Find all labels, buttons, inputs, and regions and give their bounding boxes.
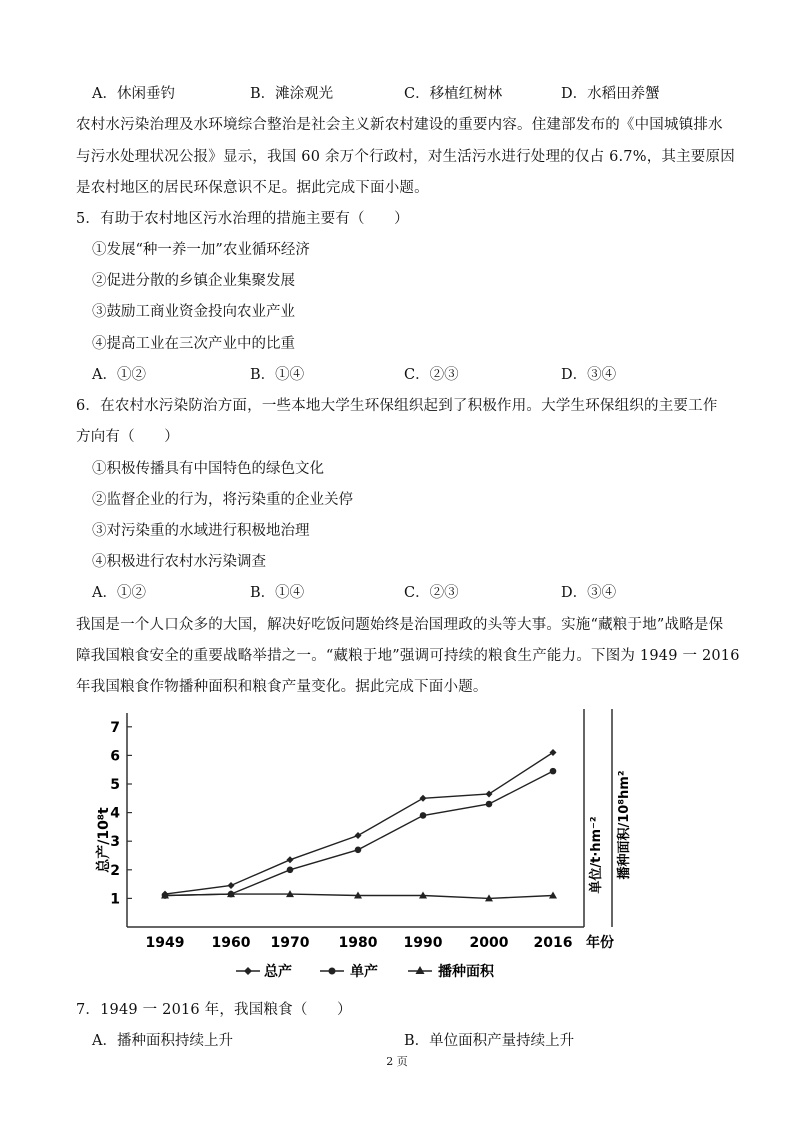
x-tick-label: 1949 <box>145 935 185 951</box>
passage1-line-2: 与污水处理状况公报》显示，我国 60 余万个行政村，对生活污水进行处理的仅占 6.7%，其主要原因 <box>76 149 735 165</box>
data-point-total <box>355 832 362 839</box>
y-tick-label: 7 <box>110 719 120 736</box>
page-number: 2 页 <box>386 1055 408 1068</box>
legend-marker-area <box>416 966 425 974</box>
q5-option-c: C．②③ <box>404 367 459 383</box>
q4-option-c: C．移植红树林 <box>404 86 503 102</box>
x-tick-label: 2016 <box>533 935 573 951</box>
y-tick-label: 1 <box>110 891 120 908</box>
legend-label-yield: 单产 <box>350 964 378 980</box>
passage1-line-1: 农村水污染治理及水环境综合整治是社会主义新农村建设的重要内容。住建部发布的《中国城镇排水 <box>76 117 723 133</box>
data-point-yield <box>486 801 493 808</box>
q6-option-a: A．①② <box>92 585 146 601</box>
q5-option-d: D．③④ <box>561 367 617 383</box>
series-line-diamond <box>165 753 553 895</box>
x-axis-unit-label: 年份 <box>586 935 614 951</box>
x-tick-label: 1970 <box>270 935 310 951</box>
data-point-total <box>420 795 427 802</box>
q4-option-b: B．滩涂观光 <box>250 86 334 102</box>
q6-item-3: ③对污染重的水域进行积极地治理 <box>92 523 310 539</box>
q6-option-d: D．③④ <box>561 585 617 601</box>
q5-option-b: B．①④ <box>250 367 305 383</box>
q6-item-4: ④积极进行农村水污染调查 <box>92 554 266 570</box>
data-point-yield <box>287 867 294 874</box>
q4-option-a: A．休闲垂钓 <box>92 86 175 102</box>
q5-option-a: A．①② <box>92 367 146 383</box>
x-tick-label: 2000 <box>469 935 509 951</box>
q6-item-2: ②监督企业的行为，将污染重的企业关停 <box>92 492 353 508</box>
q7-option-a: A．播种面积持续上升 <box>92 1033 233 1049</box>
data-point-yield <box>420 812 427 819</box>
y-tick-label: 4 <box>110 805 120 822</box>
y-axis-label-left: 总产/10⁸t <box>96 807 112 873</box>
x-tick-label: 1980 <box>338 935 378 951</box>
y-tick-label: 3 <box>110 834 120 851</box>
q5-item-1: ①发展“种一养一加”农业循环经济 <box>92 242 310 258</box>
data-point-total <box>486 791 493 798</box>
q5-stem: 5．有助于农村地区污水治理的措施主要有（ ） <box>76 211 409 227</box>
passage2-line-3: 年我国粮食作物播种面积和粮食产量变化。据此完成下面小题。 <box>76 679 488 695</box>
q6-option-b: B．①④ <box>250 585 305 601</box>
q5-item-4: ④提高工业在三次产业中的比重 <box>92 336 295 352</box>
data-point-yield <box>355 846 362 853</box>
y-tick-label: 2 <box>110 862 120 879</box>
q7-stem: 7．1949 一 2016 年，我国粮食（ ） <box>76 1002 352 1018</box>
data-point-total <box>550 749 557 756</box>
legend-label-area: 播种面积 <box>438 964 494 980</box>
q6-item-1: ①积极传播具有中国特色的绿色文化 <box>92 461 324 477</box>
legend-label-total: 总产 <box>264 964 292 980</box>
x-tick-label: 1990 <box>403 935 443 951</box>
q6-option-c: C．②③ <box>404 585 459 601</box>
passage1-line-3: 是农村地区的居民环保意识不足。据此完成下面小题。 <box>76 180 429 196</box>
y-tick-label: 6 <box>110 748 120 765</box>
passage2-line-2: 障我国粮食安全的重要战略举措之一。“藏粮于地”强调可持续的粮食生产能力。下图为 1949 一 2016 <box>76 648 740 664</box>
legend-marker-total <box>244 967 252 975</box>
q5-item-2: ②促进分散的乡镇企业集聚发展 <box>92 273 295 289</box>
data-point-yield <box>550 768 557 775</box>
q6-stem-line-2: 方向有（ ） <box>76 429 179 445</box>
q4-option-d: D．水稻田养蟹 <box>561 86 660 102</box>
data-point-total <box>287 856 294 863</box>
x-tick-label: 1960 <box>211 935 251 951</box>
chart-legend <box>236 963 495 980</box>
passage2-line-1: 我国是一个人口众多的大国，解决好吃饭问题始终是治国理政的头等大事。实施“藏粮于地”战略是保 <box>76 617 724 633</box>
q7-option-b: B．单位面积产量持续上升 <box>404 1033 575 1049</box>
data-point-total <box>228 882 235 889</box>
y-axis-label-right-area: 播种面积/10⁸hm² <box>617 770 632 880</box>
q6-stem-line-1: 6．在农村水污染防治方面，一些本地大学生环保组织起到了积极作用。大学生环保组织的主要工作 <box>76 398 718 414</box>
y-axis-label-right-unit: 单位/t·hm⁻² <box>589 816 604 894</box>
grain-chart <box>90 705 650 985</box>
legend-marker-yield <box>329 968 336 975</box>
y-tick-label: 5 <box>110 777 120 793</box>
q5-item-3: ③鼓励工商业资金投向农业产业 <box>92 304 295 320</box>
